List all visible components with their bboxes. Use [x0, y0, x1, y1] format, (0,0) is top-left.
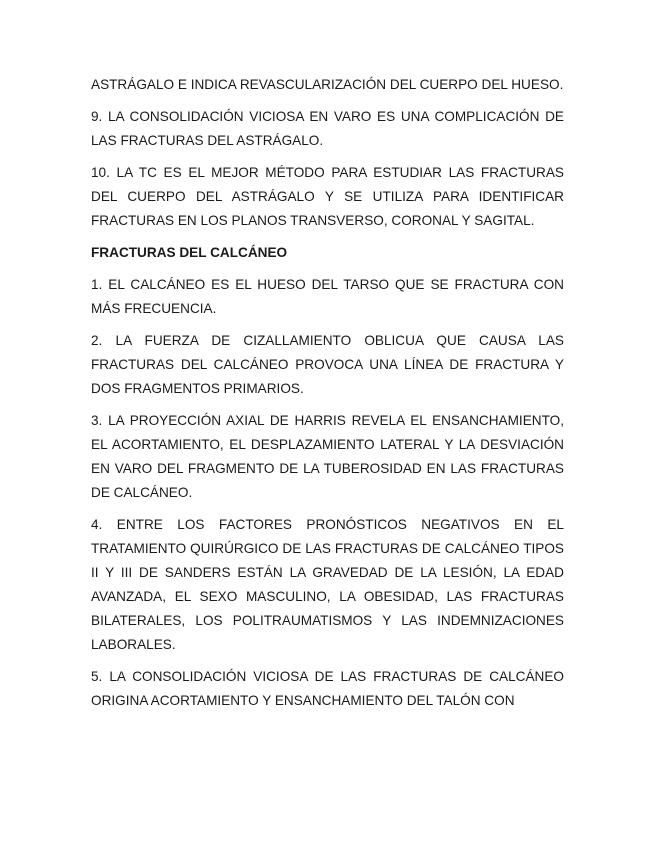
paragraph-item-9: 9. LA CONSOLIDACIÓN VICIOSA EN VARO ES UNA COMPLICACIÓN DE LAS FRACTURAS DEL ASTRÁGALO.	[91, 109, 564, 148]
section-heading: FRACTURAS DEL CALCÁNEO	[91, 245, 288, 260]
paragraph-calcaneo-5: 5. LA CONSOLIDACIÓN VICIOSA DE LAS FRACTURAS DE CALCÁNEO ORIGINA ACORTAMIENTO Y ENSANCHAMIENTO DEL TALÓN CON	[91, 669, 564, 708]
paragraph-calcaneo-4: 4. ENTRE LOS FACTORES PRONÓSTICOS NEGATIVOS EN EL TRATAMIENTO QUIRÚRGICO DE LAS FRACTURAS DE CALCÁNEO TIPOS II Y III DE SANDERS ESTÁN LA GRAVEDAD DE LA LESIÓN, LA EDAD AVANZADA, EL SEXO MASCULINO, LA OBESIDAD, LAS FRACTURAS BILATERALES, LOS POLITRAUMATISMOS Y LAS INDEMNIZACIONES LABORALES.	[91, 517, 564, 652]
paragraph-calcaneo-1: 1. EL CALCÁNEO ES EL HUESO DEL TARSO QUE SE FRACTURA CON MÁS FRECUENCIA.	[91, 277, 564, 316]
document-page	[91, 73, 564, 721]
paragraph-calcaneo-3: 3. LA PROYECCIÓN AXIAL DE HARRIS REVELA EL ENSANCHAMIENTO, EL ACORTAMIENTO, EL DESPLAZAMIENTO LATERAL Y LA DESVIACIÓN EN VARO DEL FRAGMENTO DE LA TUBEROSIDAD EN LAS FRACTURAS DE CALCÁNEO.	[91, 413, 564, 500]
paragraph-astragalo-continuation: ASTRÁGALO E INDICA REVASCULARIZACIÓN DEL CUERPO DEL HUESO.	[91, 77, 564, 92]
paragraph-calcaneo-2: 2. LA FUERZA DE CIZALLAMIENTO OBLICUA QUE CAUSA LAS FRACTURAS DEL CALCÁNEO PROVOCA UNA LÍNEA DE FRACTURA Y DOS FRAGMENTOS PRIMARIOS.	[91, 333, 564, 396]
paragraph-item-10: 10. LA TC ES EL MEJOR MÉTODO PARA ESTUDIAR LAS FRACTURAS DEL CUERPO DEL ASTRÁGALO Y SE UTILIZA PARA IDENTIFICAR FRACTURAS EN LOS PLANOS TRANSVERSO, CORONAL Y SAGITAL.	[91, 165, 564, 228]
